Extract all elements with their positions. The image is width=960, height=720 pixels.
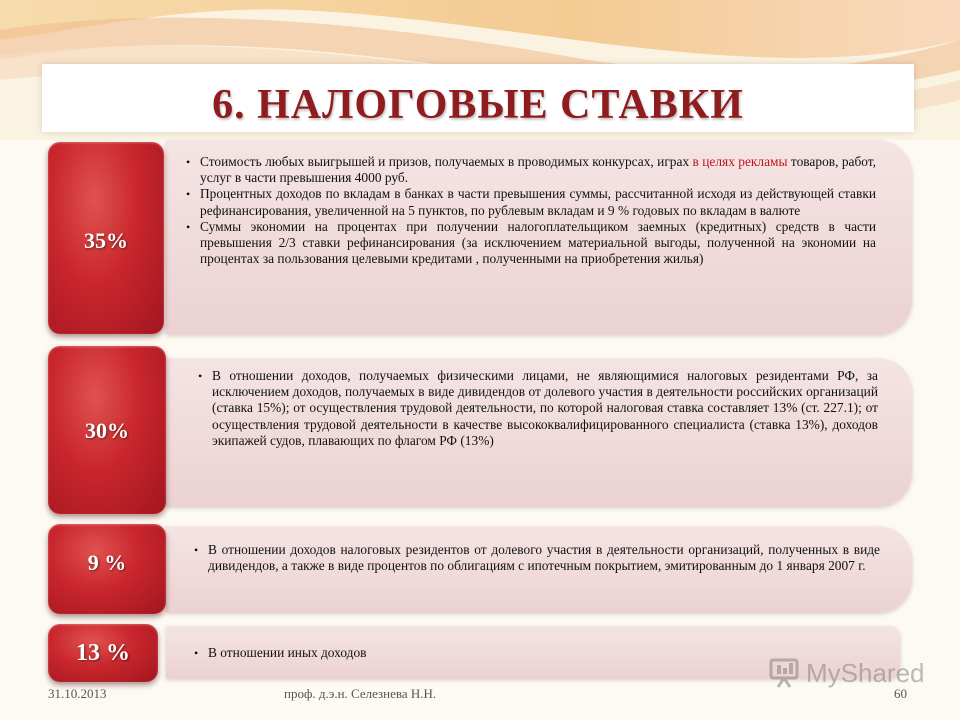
footer-author: проф. д.э.н. Селезнева Н.Н.	[284, 686, 437, 701]
page-number: 60	[894, 686, 907, 701]
rate-box	[48, 524, 166, 614]
rate-value: 9 %	[87, 550, 127, 575]
rate-row-30	[48, 346, 912, 516]
rate-items	[186, 154, 876, 267]
rate-items	[198, 368, 878, 449]
rate-value: 30%	[85, 418, 129, 443]
watermark-text: MyShared	[806, 658, 925, 688]
title-box	[42, 64, 914, 132]
rate-value: 35%	[84, 228, 128, 253]
list-item: • Суммы экономии на процентах при получении налогоплательщиком заемных (кредитных) средств в части превышения 2/3 ставки рефинансирования (за исключением материальной выгоды, полученной на экономии на процентах за пользования целевыми кредитами , полученными на приобретения жилья)	[186, 219, 876, 268]
slide-title: 6. НАЛОГОВЫЕ СТАВКИ	[212, 82, 744, 128]
watermark	[766, 654, 936, 694]
list-item: • В отношении доходов, получаемых физическими лицами, не являющимися налоговых резидентами РФ, за исключением доходов, получаемых в виде дивидендов от долевого участия в деятельности российских организаций (ставка 15%); от осуществления трудовой деятельности, по которой налоговая ставка составляет 13% (ст. 227.1); от осуществления трудовой деятельности в качестве высококвалифицированного специалиста (ставка 13%), доходов экипажей судов, плавающих по флагом РФ (13%)	[198, 368, 878, 449]
list-item: • В отношении иных доходов	[194, 645, 874, 661]
rate-box	[48, 142, 164, 334]
rate-items	[194, 542, 880, 574]
rate-row-9	[48, 524, 912, 616]
list-item: • Процентных доходов по вкладам в банках в части превышения суммы, рассчитанной исходя из действующей ставки рефинансирования, увеличенной на 5 пунктов, по рублевым вкладам и 9 % годовых по вкладам в валюте	[186, 186, 876, 218]
list-item: • В отношении доходов налоговых резидентов от долевого участия в деятельности организаций, полученных в виде дивидендов, а также в виде процентов по облигациям с ипотечным покрытием, эмитированным до 1 января 2007 г.	[194, 542, 880, 574]
footer-date: 31.10.2013	[48, 686, 107, 701]
presentation-icon	[768, 656, 802, 690]
rate-box	[48, 624, 158, 682]
rate-row-35	[48, 140, 912, 336]
highlight-text: в целях рекламы	[692, 154, 788, 169]
list-item: • Стоимость любых выигрышей и призов, получаемых в проводимых конкурсах, играх в целях рекламы товаров, работ, услуг в части превышения 4000 руб.	[186, 154, 876, 186]
rate-box	[48, 346, 166, 514]
rate-value: 13 %	[76, 640, 130, 666]
